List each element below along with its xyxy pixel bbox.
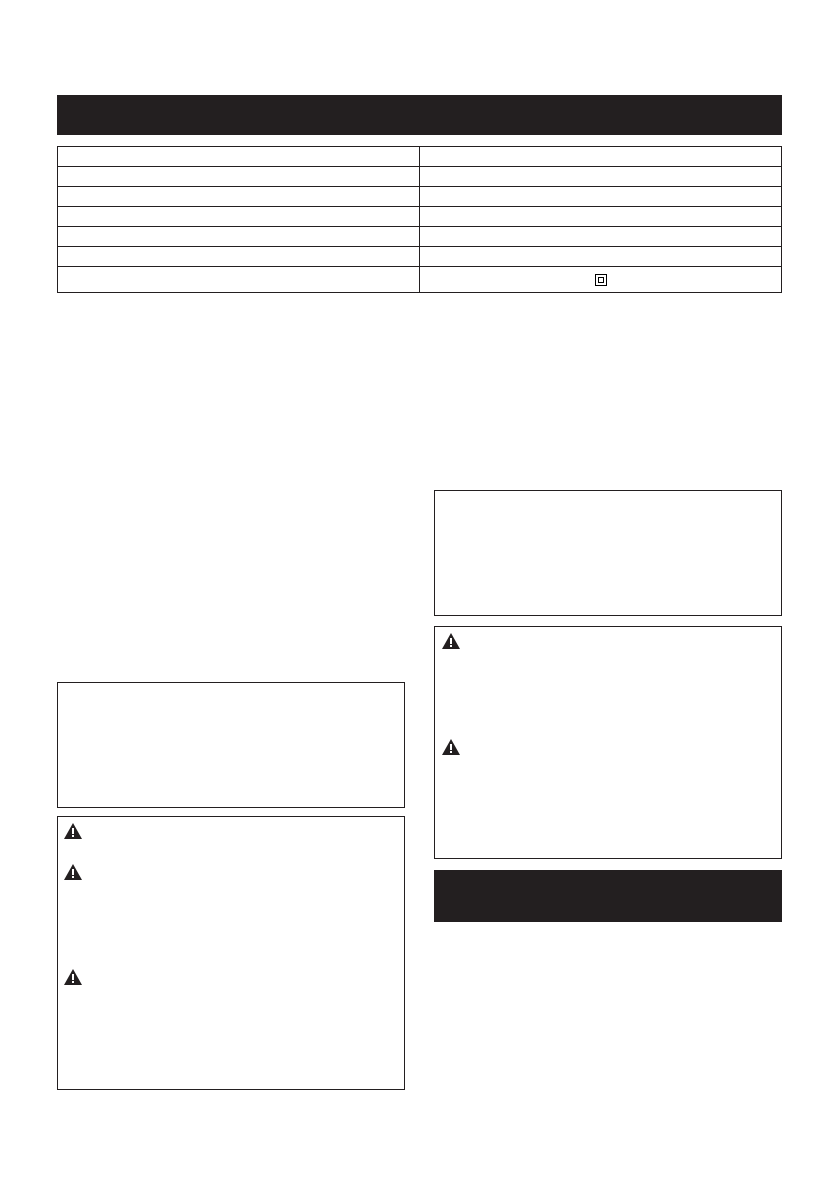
spec-label <box>58 247 420 267</box>
specifications-table <box>57 146 782 293</box>
spec-label <box>58 187 420 207</box>
table-row <box>58 167 782 187</box>
notice-box-right <box>434 490 782 616</box>
spec-value <box>420 167 782 187</box>
spec-label <box>58 147 420 167</box>
table-row <box>58 267 782 293</box>
warning-box-left <box>57 816 405 1090</box>
spec-value <box>420 247 782 267</box>
warning-triangle-icon <box>63 822 83 840</box>
double-insulation-icon <box>595 274 607 286</box>
warning-triangle-icon <box>63 968 83 986</box>
notice-box-left <box>57 682 405 808</box>
spec-label <box>58 267 420 293</box>
table-row <box>58 207 782 227</box>
spec-value <box>420 227 782 247</box>
table-row <box>58 147 782 167</box>
table-row <box>58 247 782 267</box>
spec-label <box>58 227 420 247</box>
table-row <box>58 227 782 247</box>
spec-label <box>58 167 420 187</box>
section-header-bar <box>57 95 782 135</box>
spec-value <box>420 267 782 293</box>
warning-triangle-icon <box>441 632 461 650</box>
spec-value <box>420 207 782 227</box>
warning-triangle-icon <box>63 863 83 881</box>
warning-triangle-icon <box>441 738 461 756</box>
warning-box-right <box>434 626 782 859</box>
table-row <box>58 187 782 207</box>
spec-label <box>58 207 420 227</box>
section-bar-right <box>434 870 782 922</box>
spec-value <box>420 147 782 167</box>
spec-value <box>420 187 782 207</box>
